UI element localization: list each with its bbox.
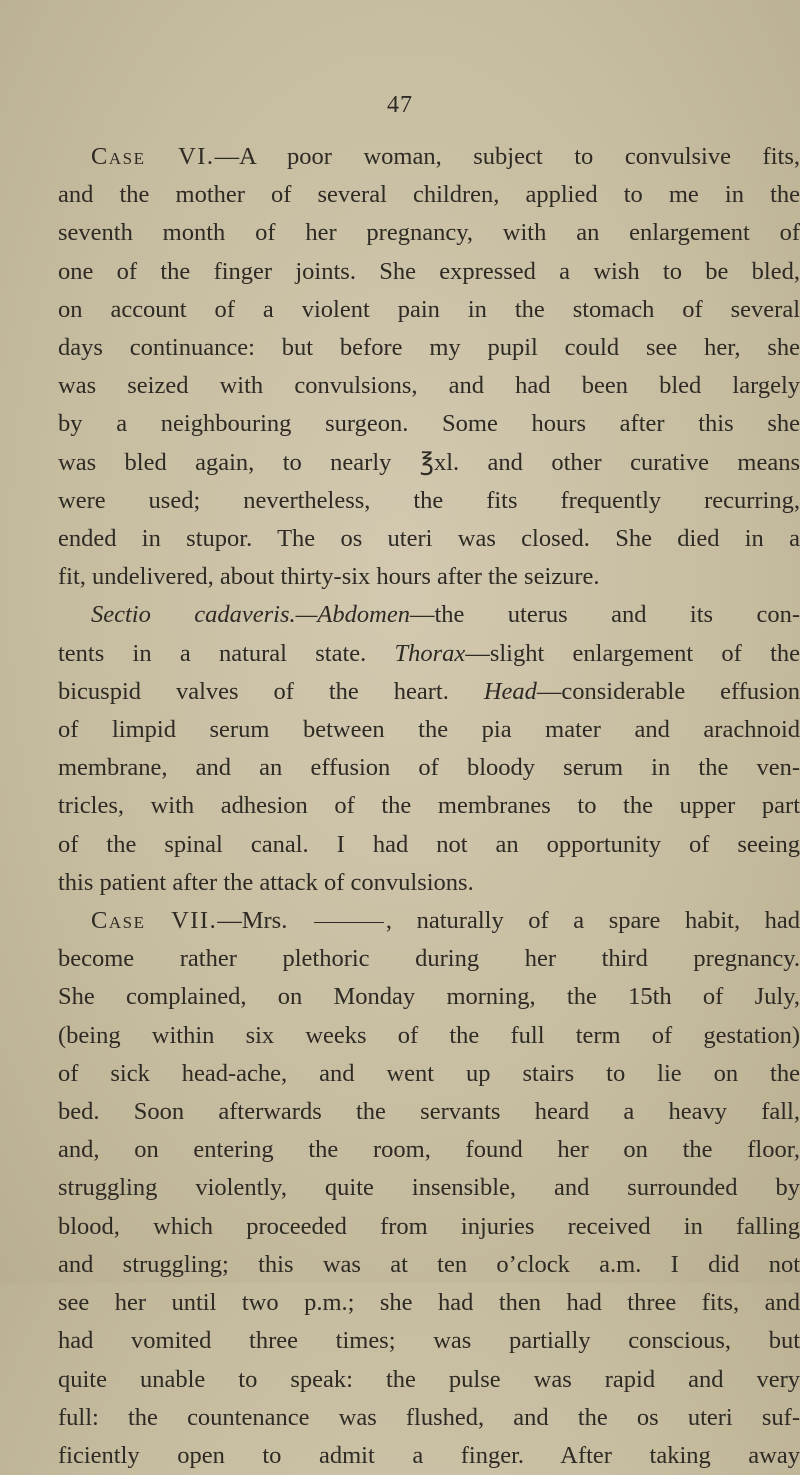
text-span: tricles, with adhesion of the membranes to the upper part xyxy=(58,792,800,820)
text-span: were used; nevertheless, the fits frequently recurring, xyxy=(58,486,800,514)
text-line xyxy=(58,1208,800,1246)
text-span: —slight enlargement of the xyxy=(465,639,800,667)
name-dash xyxy=(314,922,384,923)
text-line xyxy=(58,1131,800,1169)
text-line xyxy=(58,1361,800,1399)
text-line xyxy=(58,558,800,596)
text-span: membrane, and an effusion of bloody serum in the ven- xyxy=(58,754,800,782)
text-span: tents in a natural state. xyxy=(58,639,395,667)
text-line xyxy=(58,864,800,902)
text-span: bed. Soon afterwards the servants heard a heavy fall, xyxy=(58,1098,800,1126)
text-span: and, on entering the room, found her on the floor, xyxy=(58,1136,800,1164)
text-line xyxy=(58,940,800,978)
text-span: by a neighbouring surgeon. Some hours after this she xyxy=(58,410,800,438)
text-span: days continuance: but before my pupil could see her, she xyxy=(58,334,800,362)
text-line xyxy=(58,214,800,252)
text-line xyxy=(58,596,800,634)
text-span: of sick head-ache, and went up stairs to lie on the xyxy=(58,1059,800,1087)
text-line xyxy=(58,329,800,367)
text-line xyxy=(58,902,800,940)
text-line xyxy=(58,1322,800,1360)
text-line xyxy=(58,176,800,214)
italic-term: Head xyxy=(483,677,537,705)
text-line xyxy=(58,138,800,176)
case-heading: Case VII. xyxy=(91,907,218,935)
text-span: and the mother of several children, applied to me in the xyxy=(58,181,800,209)
text-span: —considerable effusion xyxy=(536,677,800,705)
text-span: see her until two p.m.; she had then had three fits, and xyxy=(58,1289,800,1317)
text-line xyxy=(58,1284,800,1322)
text-span: —the uterus and its con- xyxy=(409,601,800,629)
text-span: full: the countenance was flushed, and the os uteri suf- xyxy=(58,1403,800,1431)
text-line xyxy=(58,1093,800,1131)
page-number: 47 xyxy=(387,92,413,118)
text-line xyxy=(58,520,800,558)
text-line xyxy=(58,444,800,482)
italic-term: Thorax xyxy=(394,639,466,667)
body-text xyxy=(58,138,800,1475)
text-span: , naturally of a spare habit, had xyxy=(385,907,800,935)
text-line xyxy=(58,673,800,711)
text-span: seventh month of her pregnancy, with an enlargement of xyxy=(58,219,800,247)
text-span: She complained, on Monday morning, the 15th of July, xyxy=(58,983,800,1011)
text-line xyxy=(58,405,800,443)
text-span: was bled again, to nearly ℥xl. and other curative means xyxy=(58,448,800,476)
text-span: of limpid serum between the pia mater and arachnoid xyxy=(58,716,800,744)
case-heading: Case VI. xyxy=(91,143,215,170)
text-line xyxy=(58,482,800,520)
text-line xyxy=(58,711,800,749)
text-span: and struggling; this was at ten o’clock a.m. I did not xyxy=(58,1250,800,1278)
text-span: ficiently open to admit a finger. After taking away xyxy=(58,1441,800,1469)
text-span: this patient after the attack of convulsions. xyxy=(58,868,474,896)
text-line xyxy=(58,1017,800,1055)
text-span: (being within six weeks of the full term of gestation) xyxy=(58,1021,800,1049)
text-line xyxy=(58,749,800,787)
text-span: one of the finger joints. She expressed a wish to be bled, xyxy=(58,257,800,285)
text-span: had vomited three times; was partially conscious, but xyxy=(58,1327,800,1355)
text-span: struggling violently, quite insensible, and surrounded by xyxy=(58,1174,800,1202)
text-line xyxy=(58,291,800,329)
text-span: on account of a violent pain in the stomach of several xyxy=(58,295,800,323)
text-span: was seized with convulsions, and had been bled largely xyxy=(58,372,800,400)
text-line xyxy=(58,1399,800,1437)
text-line xyxy=(58,787,800,825)
text-span: quite unable to speak: the pulse was rapid and very xyxy=(58,1365,800,1393)
text-line xyxy=(58,635,800,673)
text-span: ended in stupor. The os uteri was closed. She died in a xyxy=(58,525,800,553)
text-span: —Mrs. xyxy=(217,907,312,935)
text-line xyxy=(58,367,800,405)
text-line xyxy=(58,1246,800,1284)
italic-term: Sectio cadaveris.—Abdomen xyxy=(91,601,410,629)
text-span: become rather plethoric during her third pregnancy. xyxy=(58,945,800,973)
text-span: blood, which proceeded from injuries received in falling xyxy=(58,1212,800,1240)
text-span: —A poor woman, subject to convulsive fits, xyxy=(214,143,800,170)
text-span: of the spinal canal. I had not an opportunity of seeing xyxy=(58,830,800,858)
text-line xyxy=(58,1169,800,1207)
text-line xyxy=(58,826,800,864)
text-line xyxy=(58,253,800,291)
text-line xyxy=(58,1055,800,1093)
text-line xyxy=(58,1437,800,1475)
text-line xyxy=(58,978,800,1016)
text-span: fit, undelivered, about thirty-six hours after the seizure. xyxy=(58,563,600,591)
text-span: bicuspid valves of the heart. xyxy=(58,677,484,705)
